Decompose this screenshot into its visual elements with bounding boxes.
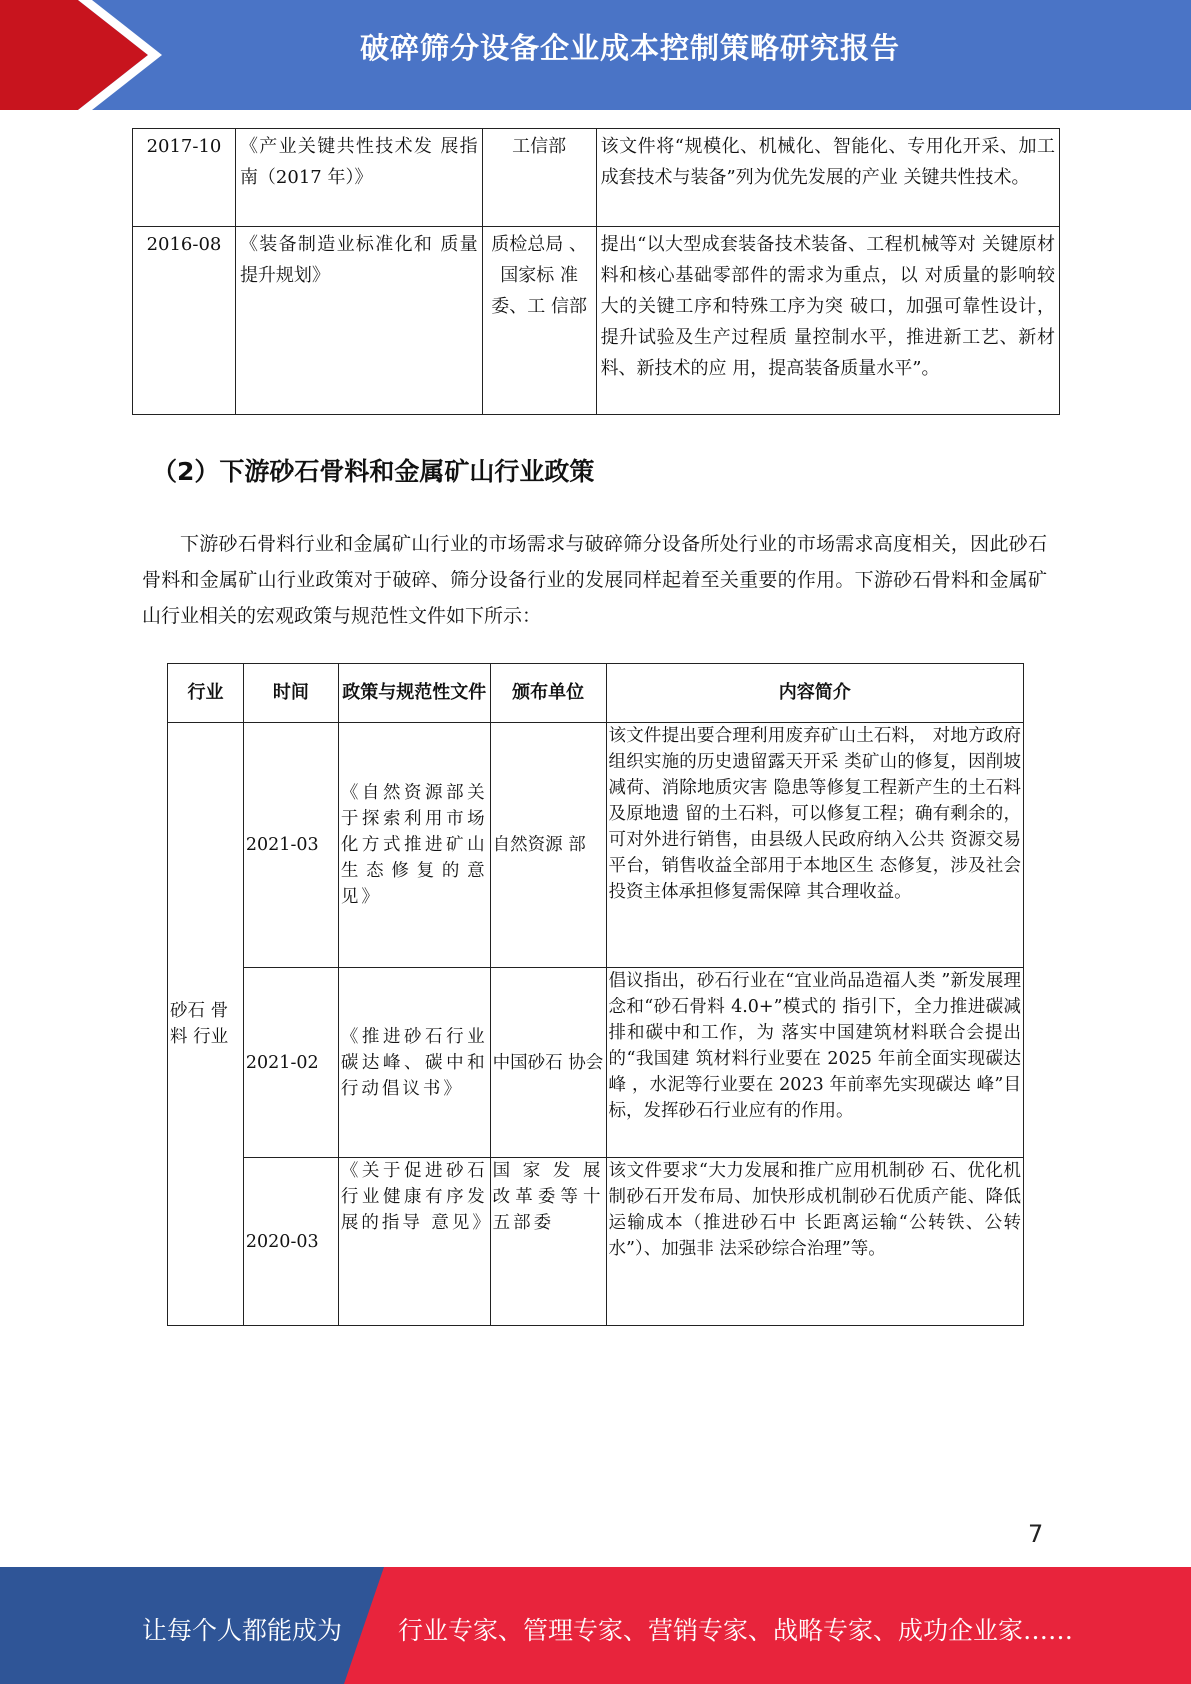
- header-title: 破碎筛分设备企业成本控制策略研究报告: [359, 31, 900, 65]
- footer-slogan-left: 让每个人都能成为: [142, 1616, 343, 1645]
- header-policy: 政策与规范性文件: [338, 664, 490, 723]
- policy-table-continued: [132, 128, 1060, 415]
- footer-slogan-right: 行业专家、管理专家、营销专家、战略专家、成功企业家……: [398, 1616, 1074, 1645]
- table-row: [168, 968, 1024, 1158]
- header-issuer: 颁布单位: [490, 664, 606, 723]
- cell-issuer: 质检总局 、国家标 准委、工 信部: [482, 227, 596, 415]
- table-row: [168, 1158, 1024, 1326]
- table-row: [133, 227, 1060, 415]
- cell-policy: 《装备制造业标准化和 质量提升规划》: [235, 227, 482, 415]
- page-footer: [0, 1567, 1191, 1684]
- cell-policy: 《推进砂石行业碳达峰、碳中和行动倡议书》: [338, 968, 490, 1158]
- cell-content: 该文件要求“大力发展和推广应用机制砂 石、优化机制砂石开发布局、加快形成机制砂石优质产能、降低运输成本（推进砂石中 长距离运输“公转铁、公转水”）、加强非 法采砂综合治理”等。: [606, 1158, 1023, 1326]
- table-header-row: [168, 664, 1024, 723]
- cell-time: 2017-10: [133, 129, 236, 227]
- cell-time: 2020-03: [243, 1158, 338, 1326]
- downstream-policy-table: [167, 663, 1024, 1326]
- cell-issuer: 工信部: [482, 129, 596, 227]
- cell-content: 该文件提出要合理利用废弃矿山土石料， 对地方政府组织实施的历史遗留露天开采 类矿山的修复，因削坡减荷、消除地质灾害 隐患等修复工程新产生的土石料及原地遗 留的土石料，可以修复工程；确有剩余的， 可对外进行销售，由县级人民政府纳入公共 资源交易平台，销售收益全部用于本地区生 态修复，涉及社会投资主体承担修复需保障 其合理收益。: [606, 723, 1023, 968]
- cell-issuer: 自然资源 部: [490, 723, 606, 968]
- cell-policy: 《自然资源部关于探索利用市场化方式推进矿山生态修复的意见》: [338, 723, 490, 968]
- section-title: （2）下游砂石骨料和金属矿山行业政策: [152, 457, 595, 486]
- cell-time: 2021-02: [243, 968, 338, 1158]
- table-row: [133, 129, 1060, 227]
- page-header: [0, 0, 1191, 110]
- header-time: 时间: [243, 664, 338, 723]
- cell-industry: 砂石 骨料 行业: [168, 723, 244, 1326]
- cell-content: 倡议指出，砂石行业在“宜业尚品造福人类 ”新发展理念和“砂石骨料 4.0+”模式的 指引下，全力推进碳减排和碳中和工作，为 落实中国建筑材料联合会提出的“我国建 筑材料行业要在 2025 年前全面实现碳达峰 ，水泥等行业要在 2023 年前率先实现碳达 峰”目标，发挥砂石行业应有的作用。: [606, 968, 1023, 1158]
- cell-content: 该文件将“规模化、机械化、智能化、专用化开采、加工成套技术与装备”列为优先发展的产业 关键共性技术。: [596, 129, 1059, 227]
- cell-policy: 《关于促进砂石行业健康有序发展的指导 意见》: [338, 1158, 490, 1326]
- cell-time: 2016-08: [133, 227, 236, 415]
- cell-issuer: 中国砂石 协会: [490, 968, 606, 1158]
- cell-policy: 《产业关键共性技术发 展指南（2017 年）》: [235, 129, 482, 227]
- cell-issuer: 国家发展 改革委等十五部委: [490, 1158, 606, 1326]
- cell-content: 提出“以大型成套装备技术装备、工程机械等对 关键原材料和核心基础零部件的需求为重点，以 对质量的影响较大的关键工序和特殊工序为突 破口，加强可靠性设计，提升试验及生产过程质 量控制水平，推进新工艺、新材料、新技术的应 用，提高装备质量水平”。: [596, 227, 1059, 415]
- section-paragraph: 下游砂石骨料行业和金属矿山行业的市场需求与破碎筛分设备所处行业的市场需求高度相关，因此砂石骨料和金属矿山行业政策对于破碎、筛分设备行业的发展同样起着至关重要的作用。下游砂石骨料和金属矿山行业相关的宏观政策与规范性文件如下所示：: [142, 533, 1047, 627]
- table-row: [168, 723, 1024, 968]
- header-industry: 行业: [168, 664, 244, 723]
- header-content: 内容简介: [606, 664, 1023, 723]
- page-number: 7: [1028, 1520, 1044, 1548]
- cell-time: 2021-03: [243, 723, 338, 968]
